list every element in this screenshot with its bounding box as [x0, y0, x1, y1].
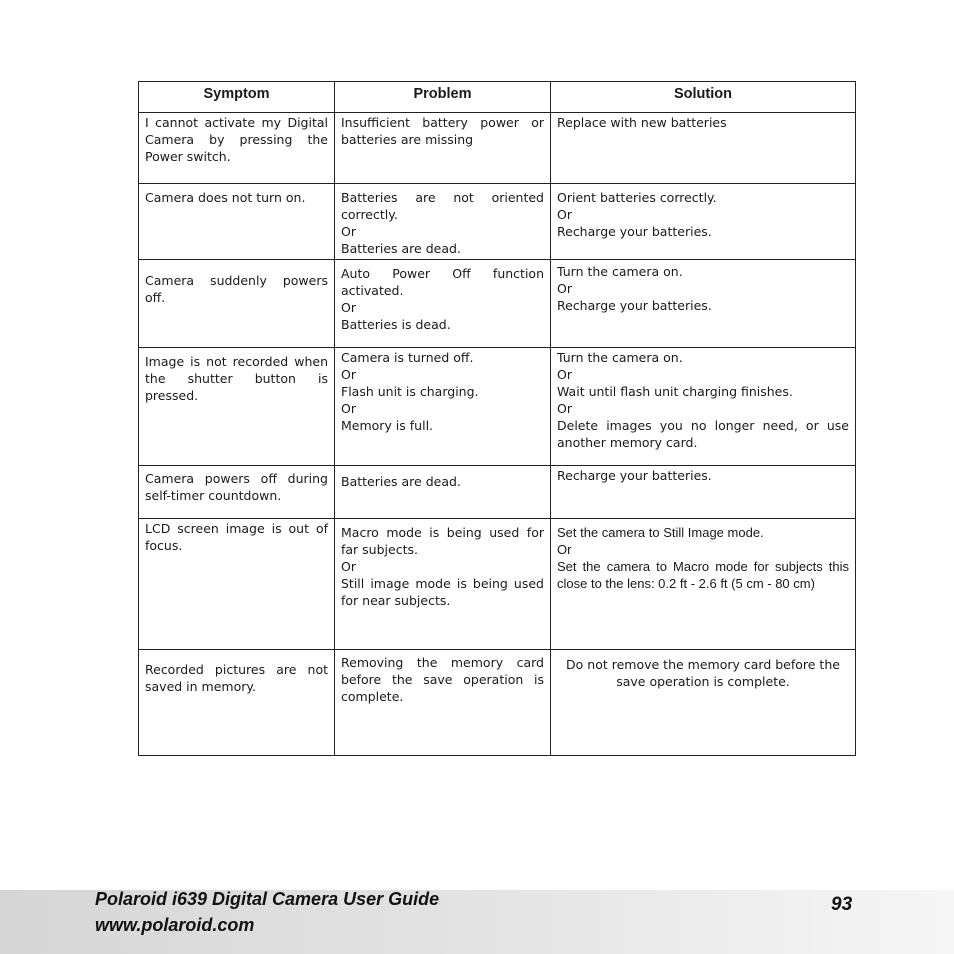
- problem-cell: [335, 650, 551, 756]
- symptom-cell: Recorded pictures are not saved in memory.: [139, 650, 335, 756]
- table-row: [139, 184, 856, 260]
- problem-cell: [335, 519, 551, 650]
- solution-cell: [551, 650, 856, 756]
- solution-cell: [551, 348, 856, 466]
- problem-line: Insufficient battery power or batteries are missing: [341, 115, 544, 147]
- problem-line: Batteries are dead.: [341, 241, 461, 256]
- symptom-cell: Image is not recorded when the shutter button is pressed.: [139, 348, 335, 466]
- problem-line: Batteries is dead.: [341, 317, 451, 332]
- header-problem: Problem: [335, 82, 551, 113]
- problem-line: Macro mode is being used for far subjects.: [341, 525, 544, 557]
- or-separator: Or: [341, 300, 356, 315]
- problem-line: Batteries are not oriented correctly.: [341, 190, 544, 222]
- footer-website-url: www.polaroid.com: [95, 915, 255, 935]
- table-row: [139, 519, 856, 650]
- solution-cell: [551, 466, 856, 519]
- problem-cell: [335, 260, 551, 348]
- troubleshooting-table: [138, 81, 856, 756]
- or-separator: Or: [557, 401, 572, 416]
- or-separator: Or: [557, 207, 572, 222]
- or-separator: Or: [341, 367, 356, 382]
- symptom-cell: I cannot activate my Digital Camera by pressing the Power switch.: [139, 113, 335, 184]
- table-header-row: [139, 82, 856, 113]
- solution-line: Turn the camera on.: [557, 350, 683, 365]
- solution-line: Wait until flash unit charging finishes.: [557, 384, 793, 399]
- solution-line: Delete images you no longer need, or use another memory card.: [557, 418, 849, 450]
- table-row: [139, 113, 856, 184]
- problem-line: Still image mode is being used for near subjects.: [341, 576, 544, 608]
- problem-line: Memory is full.: [341, 418, 434, 433]
- symptom-cell: Camera suddenly powers off.: [139, 260, 335, 348]
- or-separator: Or: [557, 542, 572, 557]
- solution-cell: [551, 260, 856, 348]
- problem-line: Removing the memory card before the save operation is complete.: [341, 655, 544, 704]
- table-row: [139, 348, 856, 466]
- solution-line: Set the camera to Still Image mode.: [557, 525, 764, 540]
- page-number: 93: [831, 894, 853, 915]
- symptom-cell: Camera powers off during self-timer countdown.: [139, 466, 335, 519]
- problem-cell: [335, 348, 551, 466]
- symptom-cell: Camera does not turn on.: [139, 184, 335, 260]
- table-row: [139, 260, 856, 348]
- solution-line: Do not remove the memory card before the save operation is complete.: [566, 657, 840, 689]
- problem-line: Auto Power Off function activated.: [341, 266, 544, 298]
- or-separator: Or: [341, 224, 356, 239]
- header-solution: Solution: [551, 82, 856, 113]
- solution-cell: [551, 184, 856, 260]
- footer-guide-title: Polaroid i639 Digital Camera User Guide: [95, 889, 440, 909]
- or-separator: Or: [557, 281, 572, 296]
- problem-line: Camera is turned off.: [341, 350, 474, 365]
- solution-line: Set the camera to Macro mode for subjects this close to the lens: 0.2 ft - 2.6 ft (5 cm - 80 cm): [557, 559, 849, 591]
- or-separator: Or: [557, 367, 572, 382]
- solution-line: Recharge your batteries.: [557, 468, 712, 483]
- problem-cell: [335, 113, 551, 184]
- solution-cell: [551, 113, 856, 184]
- problem-line: Batteries are dead.: [341, 474, 461, 489]
- solution-line: Turn the camera on.: [557, 264, 683, 279]
- solution-line: Recharge your batteries.: [557, 224, 712, 239]
- solution-line: Recharge your batteries.: [557, 298, 712, 313]
- symptom-cell: LCD screen image is out of focus.: [139, 519, 335, 650]
- table-row: [139, 466, 856, 519]
- table-row: [139, 650, 856, 756]
- solution-cell: [551, 519, 856, 650]
- problem-line: Flash unit is charging.: [341, 384, 479, 399]
- or-separator: Or: [341, 401, 356, 416]
- solution-line: Replace with new batteries: [557, 115, 727, 130]
- problem-cell: [335, 184, 551, 260]
- solution-line: Orient batteries correctly.: [557, 190, 717, 205]
- problem-cell: [335, 466, 551, 519]
- or-separator: Or: [341, 559, 356, 574]
- header-symptom: Symptom: [139, 82, 335, 113]
